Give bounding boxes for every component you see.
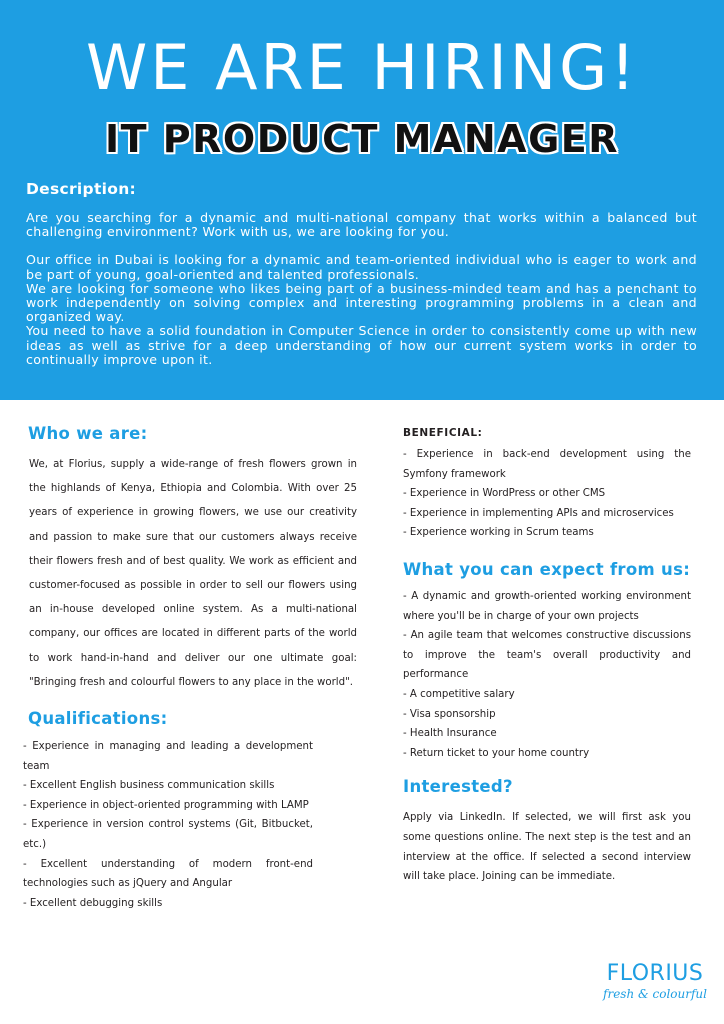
expect-list (403, 587, 691, 763)
list-item: - Health Insurance (403, 728, 497, 740)
logo-name: FLORIUS (606, 961, 704, 986)
header-banner (0, 0, 724, 400)
beneficial-list (403, 445, 691, 543)
list-item: - Experience in WordPress or other CMS (403, 488, 606, 500)
description-paragraph: You need to have a solid foundation in Computer Science in order to consistently come up with new ideas as well as strive for a deep understanding of how our current system works in order to continually improve upon it. (26, 323, 697, 367)
list-item: - A competitive salary (403, 688, 515, 700)
list-item: - Visa sponsorship (403, 708, 496, 720)
list-item: - Excellent English business communication skills (23, 780, 275, 792)
right-column (403, 427, 691, 887)
list-item: - Excellent debugging skills (23, 897, 163, 909)
florius-logo (598, 962, 712, 1001)
interested-body: Apply via LinkedIn. If selected, we will first ask you some questions online. The next step is the test and an interview at the office. If selected a second interview will take place. Joining can be immediate. (403, 812, 691, 883)
list-item: - Excellent understanding of modern front-end technologies such as jQuery and Angular (23, 858, 313, 890)
list-item: - Return ticket to your home country (403, 747, 590, 759)
left-column (23, 424, 358, 913)
list-item: - Experience in managing and leading a development team (23, 741, 313, 772)
headline: WE ARE HIRING! (85, 31, 639, 104)
description-paragraph: We are looking for someone who likes being part of a business-minded team and has a penchant to work independently on solving complex and interesting programming problems in a clean and organized way. (26, 280, 697, 325)
beneficial-heading: BENEFICIAL: (403, 427, 483, 439)
who-we-are-body: We, at Florius, supply a wide-range of fresh flowers grown in the highlands of Kenya, Ethiopia and Colombia. With over 25 years of experience in growing flowers, we use our creativity and passion to make sure that our customers always receive their flowers fresh and of best quality. We work as efficient and customer-focused as possible in order to sell our flowers using an in-house developed online system. As a multi-national company, our offices are located in different parts of the world to work hand-in-hand and deliver our one ultimate goal: "Bringing fresh and colourful flowers to any place in the world". (29, 459, 357, 688)
interested-heading: Interested? (403, 777, 513, 797)
job-title: IT PRODUCT MANAGER (105, 117, 619, 161)
list-item: - Experience in object-oriented programming with LAMP (23, 799, 309, 811)
qualifications-list (23, 737, 313, 913)
list-item: - Experience in back-end development using the Symfony framework (403, 449, 691, 480)
list-item: - An agile team that welcomes constructive discussions to improve the team's overall productivity and performance (403, 630, 691, 681)
list-item: - A dynamic and growth-oriented working environment where you'll be in charge of your own projects (403, 590, 691, 622)
expect-heading: What you can expect from us: (403, 559, 691, 579)
description-heading: Description: (26, 180, 137, 198)
list-item: - Experience in implementing APIs and microservices (403, 507, 674, 519)
description-paragraph: Our office in Dubai is looking for a dynamic and team-oriented individual who is eager to work and be part of young, goal-oriented and talented professionals. (26, 252, 697, 282)
logo-tagline: fresh & colourful (603, 987, 707, 1001)
who-we-are-heading: Who we are: (28, 424, 148, 443)
description-paragraph: Are you searching for a dynamic and multi-national company that works within a balanced but challenging environment? Work with us, we are looking for you. (26, 210, 697, 240)
list-item: - Experience working in Scrum teams (403, 527, 594, 539)
list-item: - Experience in version control systems (Git, Bitbucket, etc.) (23, 819, 313, 850)
description-body (26, 211, 697, 367)
qualifications-heading: Qualifications: (28, 709, 168, 729)
